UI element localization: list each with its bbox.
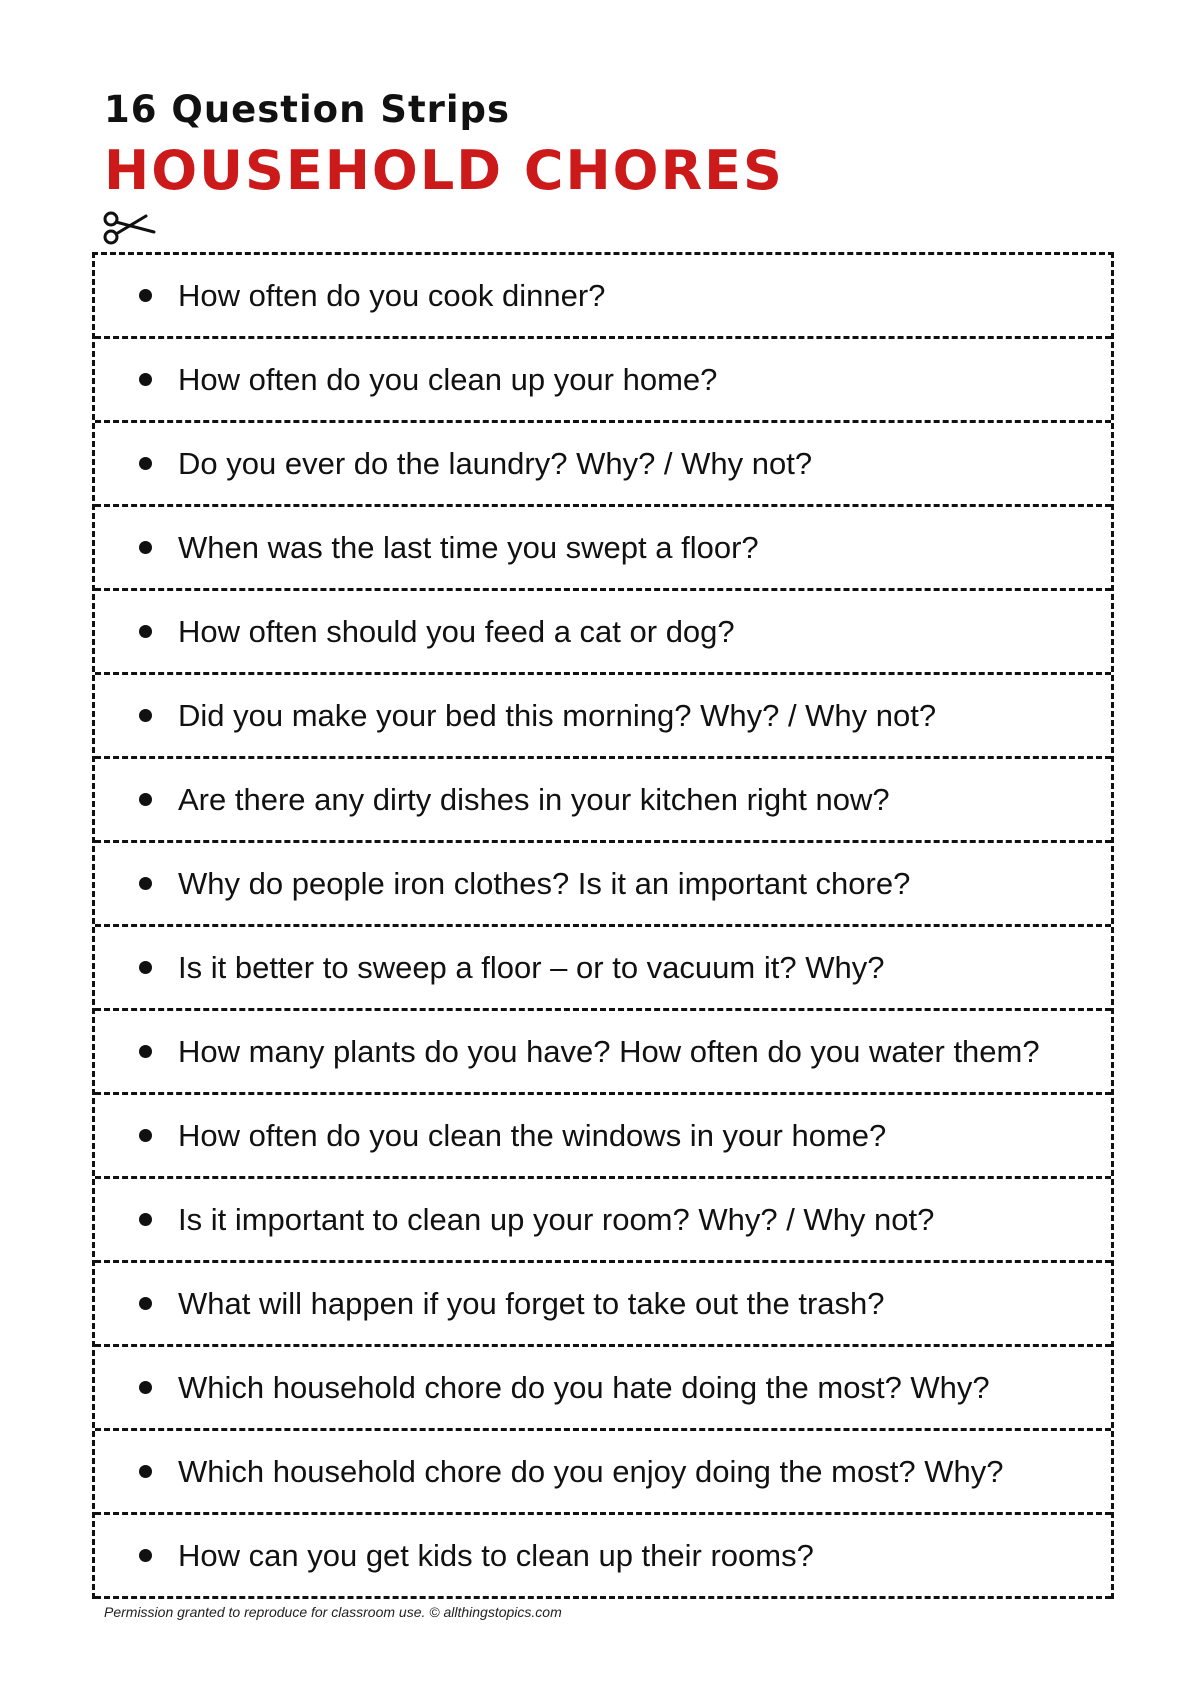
worksheet-subtitle: 16 Question Strips [104, 88, 511, 131]
question-strip [95, 339, 1111, 423]
bullet-icon [139, 373, 152, 386]
bullet-icon [139, 541, 152, 554]
worksheet-title: HOUSEHOLD CHORES [104, 139, 784, 202]
question-strip [95, 1179, 1111, 1263]
bullet-icon [139, 625, 152, 638]
question-strip [95, 927, 1111, 1011]
bullet-icon [139, 457, 152, 470]
bullet-icon [139, 289, 152, 302]
question-strip [95, 759, 1111, 843]
bullet-icon [139, 1381, 152, 1394]
question-text: Why do people iron clothes? Is it an important chore? [178, 865, 911, 901]
question-text: Which household chore do you enjoy doing the most? Why? [178, 1453, 1004, 1489]
question-text: Is it better to sweep a floor – or to vacuum it? Why? [178, 949, 885, 985]
bullet-icon [139, 961, 152, 974]
question-text: How often do you clean up your home? [178, 361, 718, 397]
bullet-icon [139, 1465, 152, 1478]
question-text: How can you get kids to clean up their rooms? [178, 1537, 814, 1573]
bullet-icon [139, 793, 152, 806]
permission-footer: Permission granted to reproduce for classroom use. © allthingstopics.com [104, 1604, 562, 1620]
worksheet-header [104, 88, 784, 202]
question-text: How often do you clean the windows in your home? [178, 1117, 887, 1153]
bullet-icon [139, 1213, 152, 1226]
question-text: How many plants do you have? How often do you water them? [178, 1033, 1040, 1069]
question-strip [95, 1431, 1111, 1515]
question-strip [95, 1515, 1111, 1599]
bullet-icon [139, 1129, 152, 1142]
question-strip [95, 1347, 1111, 1431]
question-text: Is it important to clean up your room? Why? / Why not? [178, 1201, 935, 1237]
question-strip [95, 1011, 1111, 1095]
question-strip [95, 255, 1111, 339]
question-text: When was the last time you swept a floor? [178, 529, 759, 565]
bullet-icon [139, 709, 152, 722]
question-strip [95, 423, 1111, 507]
question-strip [95, 675, 1111, 759]
bullet-icon [139, 1297, 152, 1310]
question-strip [95, 843, 1111, 927]
question-strip [95, 507, 1111, 591]
question-text: Do you ever do the laundry? Why? / Why not? [178, 445, 813, 481]
question-text: Did you make your bed this morning? Why? / Why not? [178, 697, 937, 733]
question-text: What will happen if you forget to take out the trash? [178, 1285, 885, 1321]
question-strip [95, 1263, 1111, 1347]
question-strip-list [92, 252, 1114, 1599]
bullet-icon [139, 1045, 152, 1058]
question-text: How often do you cook dinner? [178, 277, 606, 313]
bullet-icon [139, 1549, 152, 1562]
question-text: Which household chore do you hate doing the most? Why? [178, 1369, 990, 1405]
bullet-icon [139, 877, 152, 890]
question-text: Are there any dirty dishes in your kitchen right now? [178, 781, 890, 817]
scissors-icon [102, 210, 158, 246]
question-text: How often should you feed a cat or dog? [178, 613, 735, 649]
question-strip [95, 1095, 1111, 1179]
question-strip [95, 591, 1111, 675]
